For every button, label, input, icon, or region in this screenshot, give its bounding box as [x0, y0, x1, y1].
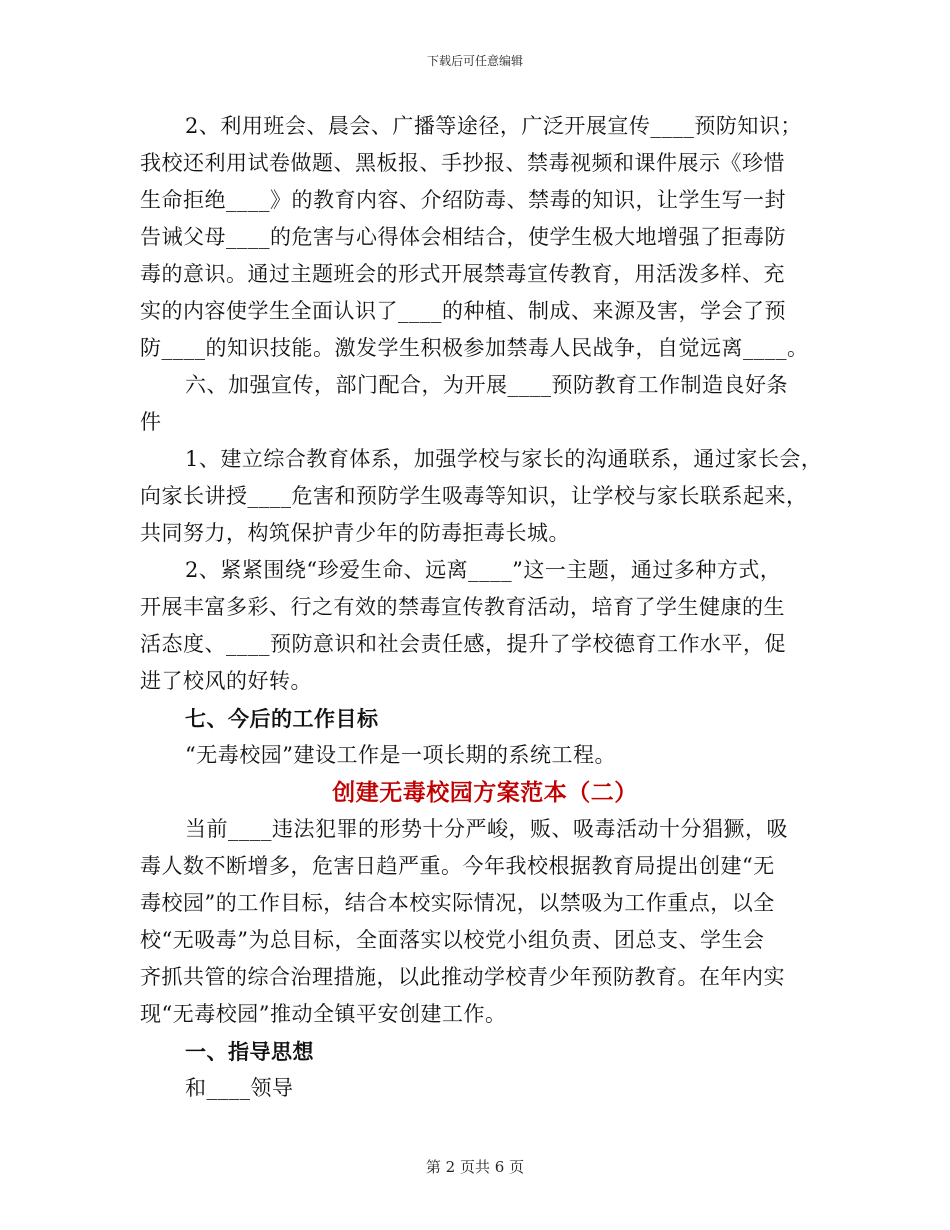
paragraph-line: 我校还利用试卷做题、黑板报、手抄报、禁毒视频和课件展示《珍惜: [140, 151, 785, 175]
paragraph-line: 告诫父母____的危害与心得体会相结合，使学生极大地增强了拒毒防: [140, 225, 786, 249]
paragraph-line: 现“无毒校园”推动全镇平安创建工作。: [140, 1002, 507, 1026]
paragraph-line: 实的内容使学生全面认识了____的种植、制成、来源及害，学会了预: [140, 299, 786, 323]
paragraph-line: 齐抓共管的综合治理措施，以此推动学校青少年预防教育。在年内实: [140, 965, 785, 989]
paragraph-line: 毒校园”的工作目标，结合本校实际情况，以禁吸为工作重点，以全: [140, 891, 775, 915]
heading-line: 一、指导思想: [185, 1039, 314, 1064]
heading-line: 七、今后的工作目标: [185, 706, 379, 731]
paragraph-line: 当前____违法犯罪的形势十分严峻，贩、吸毒活动十分猖獗，吸: [185, 817, 788, 841]
paragraph-line: 毒人数不断增多，危害日趋严重。今年我校根据教育局提出创建“无: [140, 854, 775, 878]
page-footer: 第 2 页共 6 页: [425, 1158, 525, 1176]
paragraph-line: 防____的知识技能。激发学生积极参加禁毒人民战争，自觉远离____。: [140, 336, 809, 360]
document-body: [140, 108, 823, 1107]
paragraph-line: 向家长讲授____危害和预防学生吸毒等知识，让学校与家长联系起来，: [140, 484, 808, 508]
paragraph-line: 毒的意识。通过主题班会的形式开展禁毒宣传教育，用活泼多样、充: [140, 262, 785, 286]
paragraph-line: 和____领导: [185, 1076, 294, 1100]
paragraph-line: 六、加强宣传，部门配合，为开展____预防教育工作制造良好条: [185, 373, 788, 397]
section-title: 创建无毒校园方案范本（二）: [332, 779, 638, 806]
paragraph-line: 2、利用班会、晨会、广播等途径，广泛开展宣传____预防知识；: [185, 114, 802, 138]
page-header: 下载后可任意编辑: [426, 54, 523, 68]
paragraph-line: “无毒校园”建设工作是一项长期的系统工程。: [185, 743, 616, 767]
paragraph-line: 开展丰富多彩、行之有效的禁毒宣传教育活动，培育了学生健康的生: [140, 595, 785, 619]
paragraph-line: 件: [140, 410, 162, 434]
paragraph-line: 进了校风的好转。: [140, 669, 312, 693]
paragraph-line: 生命拒绝____》的教育内容、介绍防毒、禁毒的知识，让学生写一封: [140, 188, 786, 212]
paragraph-line: 活态度、____预防意识和社会责任感，提升了学校德育工作水平，促: [140, 632, 786, 656]
paragraph-line: 校“无吸毒”为总目标，全面落实以校党小组负责、团总支、学生会: [140, 928, 765, 952]
paragraph-line: 2、紧紧围绕“珍爱生命、远离____”这一主题，通过多种方式，: [185, 558, 782, 582]
paragraph-line: 共同努力，构筑保护青少年的防毒拒毒长城。: [140, 521, 570, 545]
paragraph-line: 1、建立综合教育体系，加强学校与家长的沟通联系，通过家长会，: [185, 447, 823, 471]
